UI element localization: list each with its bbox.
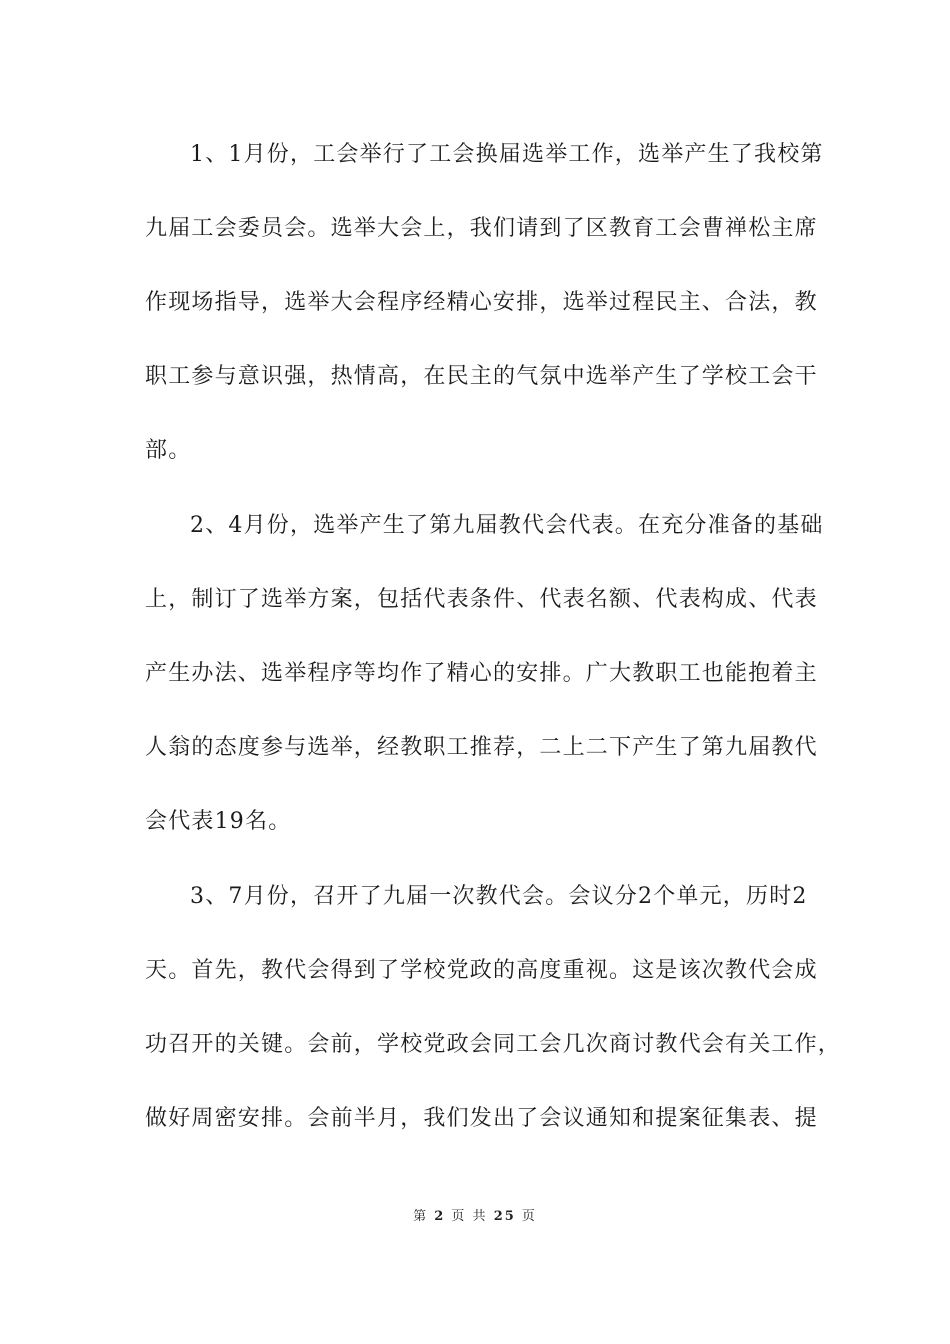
paragraph-line: 做好周密安排。会前半月，我们发出了会议通知和提案征集表、提 (145, 1106, 818, 1131)
paragraph-line: 产生办法、选举程序等均作了精心的安排。广大教职工也能抱着主 (145, 661, 818, 686)
paragraph-line: 人翁的态度参与选举，经教职工推荐，二上二下产生了第九届教代 (145, 735, 818, 760)
paragraph-line: 上，制订了选举方案，包括代表条件、代表名额、代表构成、代表 (145, 587, 818, 612)
footer-suffix: 页 (521, 1209, 537, 1224)
paragraph-line: 九届工会委员会。选举大会上，我们请到了区教育工会曹禅松主席 (145, 216, 818, 241)
paragraph-line: 功召开的关键。会前，学校党政会同工会几次商讨教代会有关工作， (145, 1032, 842, 1057)
footer-middle: 页 共 (451, 1209, 488, 1224)
paragraph-line: 会代表19名。 (145, 809, 292, 834)
paragraph-line: 作现场指导，选举大会程序经精心安排，选举过程民主、合法，教 (145, 290, 818, 315)
footer-prefix: 第 (413, 1209, 429, 1224)
paragraph-line: 3、7月份，召开了九届一次教代会。会议分2个单元，历时2 (190, 884, 808, 909)
total-pages-number: 25 (493, 1209, 516, 1224)
paragraph-line: 2、4月份，选举产生了第九届教代会代表。在充分准备的基础 (190, 513, 824, 538)
current-page-number: 2 (434, 1209, 446, 1224)
paragraph-line: 天。首先，教代会得到了学校党政的高度重视。这是该次教代会成 (145, 958, 818, 983)
paragraph-line: 职工参与意识强，热情高，在民主的气氛中选举产生了学校工会干 (145, 364, 818, 389)
paragraph-line: 1、1月份，工会举行了工会换届选举工作，选举产生了我校第 (190, 142, 824, 167)
paragraph-line: 部。 (145, 438, 192, 463)
page-footer (0, 1208, 950, 1226)
